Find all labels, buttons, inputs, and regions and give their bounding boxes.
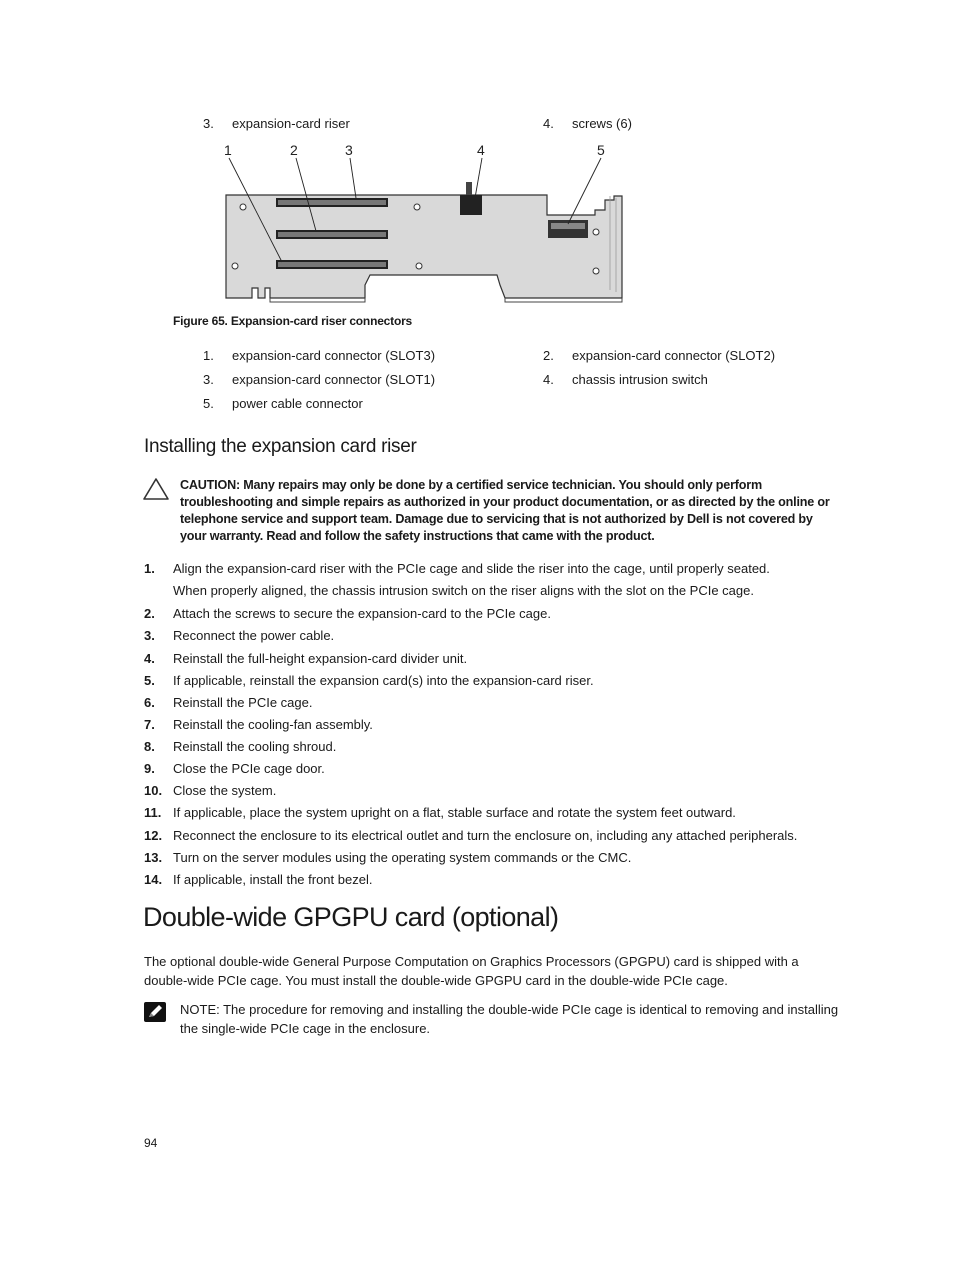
step-text: If applicable, install the front bezel.	[173, 872, 373, 887]
legend-text: screws (6)	[572, 116, 632, 131]
step-number: 13.	[144, 850, 163, 865]
legend-number: 1.	[203, 348, 214, 363]
figure-caption: Figure 65. Expansion-card riser connectors	[173, 314, 413, 328]
step-text: If applicable, reinstall the expansion card(s) into the expansion-card riser.	[173, 673, 594, 688]
step-number: 5.	[144, 673, 155, 688]
legend-item	[203, 396, 363, 412]
step-number: 1.	[144, 561, 155, 576]
step-text: Reconnect the enclosure to its electrical outlet and turn the enclosure on, including any attached peripherals.	[173, 828, 798, 843]
callout-2: 2	[290, 142, 298, 158]
step-number: 9.	[144, 761, 155, 776]
legend-number: 3.	[203, 372, 214, 387]
step-text: Close the system.	[173, 783, 277, 798]
callout-4: 4	[477, 142, 485, 158]
step-number: 12.	[144, 828, 163, 843]
legend-item	[203, 372, 435, 388]
top-legend-item-3	[203, 116, 350, 132]
step-text: Close the PCIe cage door.	[173, 761, 325, 776]
caution-icon	[142, 477, 170, 501]
callout-5: 5	[597, 142, 605, 158]
chassis-intrusion-switch	[460, 182, 482, 215]
note-body: The procedure for removing and installing the double-wide PCIe cage is identical to removing and installing the single-wide PCIe cage in the enclosure.	[180, 1002, 839, 1036]
step-text: Reconnect the power cable.	[173, 628, 335, 643]
step-number: 2.	[144, 606, 155, 621]
legend-text: expansion-card riser	[232, 116, 350, 131]
expansion-card-riser-figure	[210, 140, 640, 305]
step-number: 11.	[144, 805, 162, 820]
step-text: Reinstall the cooling-fan assembly.	[173, 717, 373, 732]
legend-number: 4.	[543, 116, 554, 131]
callout-1: 1	[224, 142, 232, 158]
legend-text: power cable connector	[232, 396, 363, 411]
step-number: 7.	[144, 717, 155, 732]
step-text: Reinstall the cooling shroud.	[173, 739, 337, 754]
note-message	[180, 1000, 845, 1038]
legend-item	[543, 372, 708, 388]
slot-2-connector	[276, 230, 388, 239]
section2-body: The optional double-wide General Purpose Computation on Graphics Processors (GPGPU) card is shipped with a double-wide PCIe cage. You must install the double-wide GPGPU card in the double-wide PCIe cage.	[144, 954, 799, 988]
legend-number: 5.	[203, 396, 214, 411]
step-number: 3.	[144, 628, 155, 643]
legend-text: expansion-card connector (SLOT1)	[232, 372, 436, 387]
step-number: 10.	[144, 783, 163, 798]
legend-text: expansion-card connector (SLOT3)	[232, 348, 436, 363]
caution-message: CAUTION: Many repairs may only be done by a certified service technician. You should only perform troubleshooting and simple repairs as authorized in your product documentation, or as directed by the online or telephone service and support team. Damage due to servicing that is not authorized by Dell is not covered by your warranty. Read and follow the safety instructions that came with the product.	[180, 478, 830, 543]
legend-text: chassis intrusion switch	[572, 372, 708, 387]
legend-number: 2.	[543, 348, 554, 363]
step-text: Reinstall the PCIe cage.	[173, 695, 313, 710]
legend-number: 4.	[543, 372, 554, 387]
step-number: 8.	[144, 739, 155, 754]
step-text: If applicable, place the system upright on a flat, stable surface and rotate the system feet outward.	[173, 805, 736, 820]
slot-1-connector	[276, 260, 388, 269]
section2-title: Double-wide GPGPU card (optional)	[143, 902, 559, 932]
legend-text: expansion-card connector (SLOT2)	[572, 348, 776, 363]
legend-item	[203, 348, 435, 364]
section-title: Installing the expansion card riser	[144, 436, 417, 457]
step-subtext: When properly aligned, the chassis intrusion switch on the riser aligns with the slot on the PCIe cage.	[173, 583, 754, 598]
top-legend-item-4	[543, 116, 632, 132]
step-number: 14.	[144, 872, 163, 887]
step-text: Align the expansion-card riser with the PCIe cage and slide the riser into the cage, until properly seated.	[173, 561, 770, 576]
step-text: Reinstall the full-height expansion-card divider unit.	[173, 651, 468, 666]
step-text: Attach the screws to secure the expansion-card to the PCIe cage.	[173, 606, 551, 621]
step-number: 6.	[144, 695, 155, 710]
riser-board	[226, 195, 622, 298]
step-text: Turn on the server modules using the operating system commands or the CMC.	[173, 850, 632, 865]
legend-item	[543, 348, 775, 364]
callout-3: 3	[345, 142, 353, 158]
legend-number: 3.	[203, 116, 214, 131]
note-icon	[143, 1001, 167, 1023]
page-number: 94	[144, 1136, 158, 1150]
slot-3-connector	[276, 198, 388, 207]
note-label: NOTE:	[180, 1002, 220, 1017]
step-number: 4.	[144, 651, 155, 666]
power-cable-connector	[548, 220, 588, 238]
